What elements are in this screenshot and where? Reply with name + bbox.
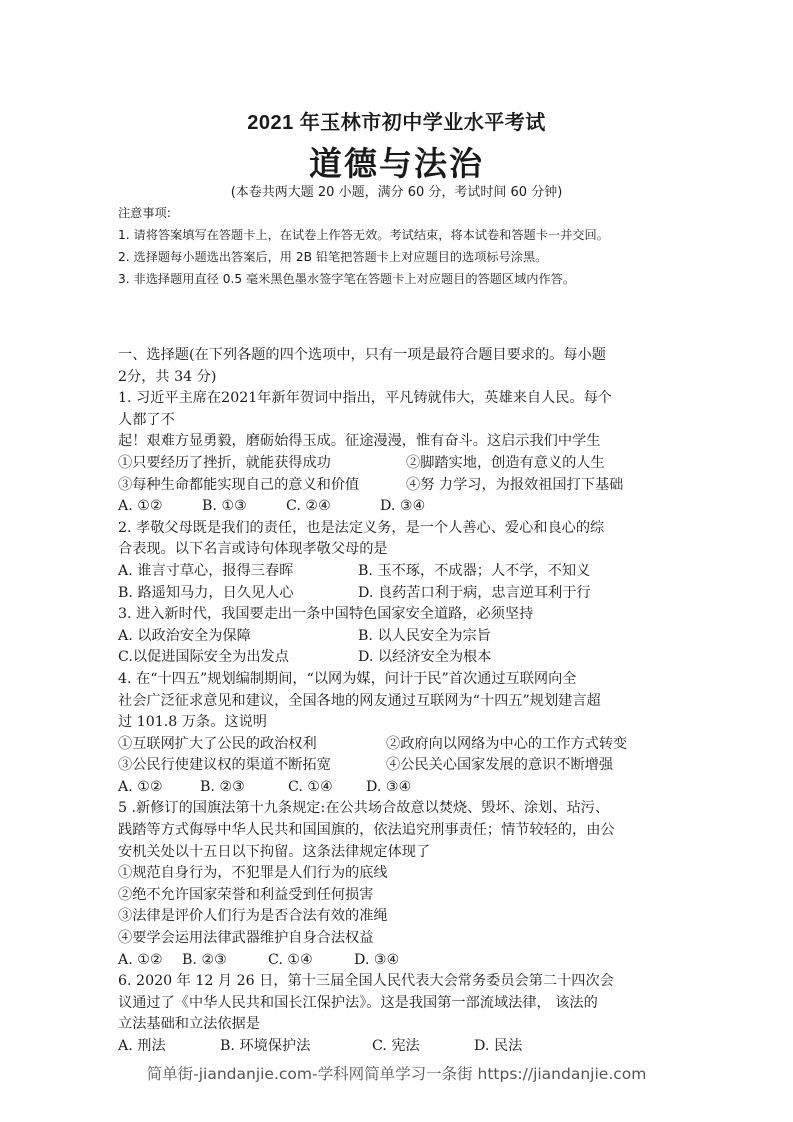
question-6 [118,971,688,1057]
option-c: C. ①④ [288,778,333,795]
option-a: A. ①② [118,778,163,795]
option-a: A. ①② [118,498,163,515]
question-2 [118,518,688,604]
notes-heading: 注意事项: [118,206,171,220]
question-stem: 起！艰难方显勇毅，磨砺始得玉成。征途漫漫，惟有奋斗。这启示我们中学生 [118,433,601,450]
option-c: B. 路遥知马力，日久见人心 [118,584,294,601]
question-stem: 6. 2020 年 12 月 26 日，第十三届全国人民代表大会常务委员会第二十四次会 [118,973,614,990]
question-stem: 过 101.8 万条。这说明 [118,714,267,731]
question-stem: 社会广泛征求意见和建议，全国各地的网友通过互联网为“十四五”规划建言超 [118,692,601,709]
statement: ①只要经历了挫折，就能获得成功 [118,454,331,471]
statement: ②脚踏实地，创造有意义的人生 [406,454,605,471]
option-a: A. 刑法 [118,1038,166,1054]
watermark-footer: 简单街-jiandanjie.com-学科网简单学习一条街 https://jiandanjie.com [146,1065,647,1083]
option-d: D. 良药苦口利于病，忠言逆耳利于行 [358,584,591,601]
option-d: D. ③④ [380,498,426,515]
answer-options [118,496,688,518]
question-stem: 合表现。以下名言或诗句体现孝敬父母的是 [118,541,388,558]
question-1 [118,388,688,518]
exam-info: (本卷共两大题 20 小题，满分 60 分，考试时间 60 分钟) [230,185,563,200]
option-a: A. 谁言寸草心，报得三春晖 [118,562,294,579]
exam-title: 2021 年玉林市初中学业水平考试 [247,112,546,134]
question-stem: 立法基础和立法依据是 [118,1016,260,1033]
subject-title: 道德与法治 [309,144,484,183]
option-c: C. ②④ [286,498,331,515]
option-d: D. 民法 [474,1038,523,1054]
option-b: B. 环境保护法 [220,1038,311,1054]
section-heading: 一、选择题(在下列各题的四个选项中，只有一项是最符合题目要求的。每小题 [118,347,606,363]
question-stem: 2. 孝敬父母既是我们的责任，也是法定义务，是一个人善心、爱心和良心的综 [118,519,605,536]
question-stem: 安机关处以十五日以下拘留。这条法律规定体现了 [118,843,431,860]
statement-row [118,755,688,777]
option-b: B. ①③ [202,498,247,515]
question-4 [118,669,688,799]
question-stem: 践踏等方式侮辱中华人民共和国国旗的，依法追究刑事责任；情节较轻的，由公 [118,822,615,839]
option-c: C.以促进国际安全为出发点 [118,649,289,666]
note-item: 3. 非选择题用直径 0.5 毫米黑色墨水签字笔在答题卡上对应题目的答题区域内作答。 [118,272,576,286]
question-stem: 人都了不 [118,411,175,428]
option-d: D. 以经济安全为根本 [358,649,492,666]
option-b: B. 玉不琢，不成器；人不学，不知义 [358,562,591,579]
statement-row [118,453,688,475]
statement: ②绝不允许国家荣誉和利益受到任何损害 [118,886,374,903]
note-item: 1. 请将答案填写在答题卡上，在试卷上作答无效。考试结束，将本试卷和答题卡一并交回。 [118,228,609,242]
answer-options [118,583,688,605]
option-a: A. ①② [118,951,163,968]
option-b: B. 以人民安全为宗旨 [358,627,491,644]
statement: ③每种生命都能实现自己的意义和价值 [118,476,360,493]
answer-options [118,950,688,972]
statement: ①互联网扩大了公民的政治权利 [118,735,317,752]
option-d: D. ③④ [366,778,412,795]
option-c: C. 宪法 [372,1038,420,1054]
answer-options [118,1036,688,1058]
statement: ④努 力学习，为报效祖国打下基础 [406,476,624,493]
note-item: 2. 选择题每小题选出答案后，用 2B 铅笔把答题卡上对应题目的选项标号涂黑。 [118,250,548,264]
notes-section [118,202,698,290]
question-3 [118,604,688,669]
option-b: B. ②③ [182,951,227,968]
statement-row [118,475,688,497]
answer-options [118,647,688,669]
option-d: D. ③④ [354,951,400,968]
question-body [118,345,688,1058]
question-stem: 5 .新修订的国旗法第十九条规定:在公共场合故意以焚烧、毁坏、涂划、玷污、 [118,800,610,817]
question-stem: 1. 习近平主席在2021年新年贺词中指出，平凡铸就伟大，英雄来自人民。每个 [118,390,612,407]
question-stem: 4. 在“十四五”规划编制期间，“以网为媒，问计于民”首次通过互联网向全 [118,670,577,687]
question-stem: 3. 进入新时代，我国要走出一条中国特色国家安全道路，必须坚持 [118,606,534,623]
question-stem: 议通过了《中华人民共和国长江保护法》。这是我国第一部流域法律， 该法的 [118,994,598,1011]
option-c: C. ①④ [268,951,313,968]
statement: ③公民行使建议权的渠道不断拓宽 [118,757,331,774]
option-a: A. 以政治安全为保障 [118,627,251,644]
statement: ③法律是评价人们行为是否合法有效的准绳 [118,908,388,925]
statement: ④公民关心国家发展的意识不断增强 [386,757,614,774]
statement: ④要学会运用法律武器维护自身合法权益 [118,930,374,947]
statement-row [118,734,688,756]
answer-options [118,561,688,583]
statement: ①规范自身行为，不犯罪是人们行为的底线 [118,865,388,882]
question-5 [118,798,688,971]
section-heading: 2分，共 34 分) [118,368,217,385]
answer-options [118,777,688,799]
answer-options [118,626,688,648]
statement: ②政府向以网络为中心的工作方式转变 [386,735,628,752]
option-b: B. ②③ [200,778,245,795]
